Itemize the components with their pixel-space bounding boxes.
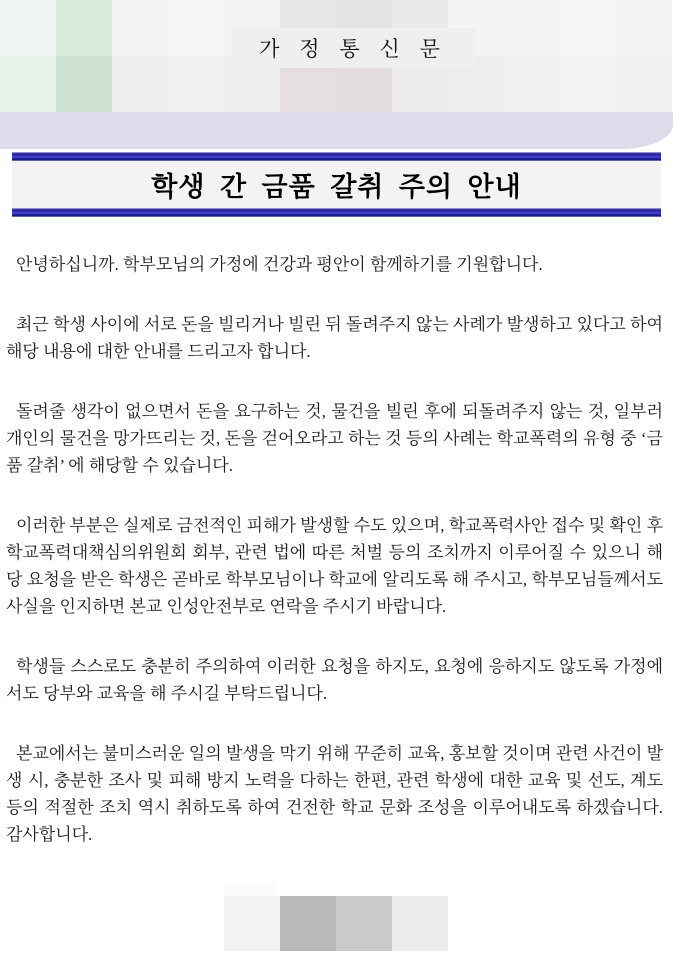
mosaic-cell xyxy=(504,56,560,112)
mosaic-cell xyxy=(56,56,112,112)
body-text xyxy=(6,217,663,881)
mosaic-cell xyxy=(616,56,672,112)
paragraph-extortion-types: 돌려줄 생각이 없으면서 돈을 요구하는 것, 물건을 빌린 후에 되돌려주지 않는 것, 일부러 개인의 물건을 망가뜨리는 것, 돈을 걷어오라고 하는 것 등의 사례는 학교폭력의 유형 중 ‘금품 갈취’ 에 해당할 수 있습니다. xyxy=(6,402,663,475)
footer-faint-block xyxy=(224,883,276,896)
mosaic-cell xyxy=(560,56,616,112)
footer-block xyxy=(280,896,336,951)
title-box xyxy=(12,152,661,217)
lavender-band xyxy=(0,112,673,149)
mosaic-cell xyxy=(56,0,112,56)
paragraph-consequences: 이러한 부분은 실제로 금전적인 피해가 발생할 수도 있으며, 학교폭력사안 접수 및 확인 후 학교폭력대책심의위원회 회부, 관련 법에 따른 처벌 등의 조치까지 이루어질 수 있으니 해당 요청을 받은 학생은 곧바로 학부모님이나 학교에 알리도록 해 주시고, 학부모님들께서도 사실을 인지하면 본교 인성안전부로 연락을 주시기 바랍니다. xyxy=(6,516,663,616)
page-title: 학생 간 금품 갈취 주의 안내 xyxy=(151,172,522,202)
title-inner xyxy=(12,161,661,208)
mosaic-cell xyxy=(560,0,616,56)
paragraph-greeting: 안녕하십니까. 학부모님의 가정에 건강과 평안이 함께하기를 기원합니다. xyxy=(16,255,543,274)
paragraph-recent-cases: 최근 학생 사이에 서로 돈을 빌리거나 빌린 뒤 돌려주지 않는 사례가 발생하고 있다고 하여 해당 내용에 대한 안내를 드리고자 합니다. xyxy=(6,315,663,361)
newsletter-label: 가 정 통 신 문 xyxy=(259,38,447,61)
newsletter-label-box xyxy=(231,28,475,68)
mosaic-cell xyxy=(0,56,56,112)
title-bottom-rule xyxy=(12,208,661,217)
paragraph-school-measures: 본교에서는 불미스러운 일의 발생을 막기 위해 꾸준히 교육, 홍보할 것이며 관련 사건이 발생 시, 충분한 조사 및 피해 방지 노력을 다하는 한편, 관련 학생에 대한 교육 및 선도, 계도 등의 적절한 조치 역시 취하도록 하여 건전한 학교 문화 조성을 이루어내도록 하겠습니다. 감사합니다. xyxy=(6,744,663,844)
footer-blocks xyxy=(224,896,448,951)
mosaic-cell xyxy=(504,0,560,56)
mosaic-cell xyxy=(112,0,168,56)
mosaic-cell xyxy=(168,56,224,112)
mosaic-cell xyxy=(0,0,56,56)
mosaic-cell xyxy=(168,0,224,56)
footer-block xyxy=(336,896,392,951)
title-top-rule xyxy=(12,152,661,161)
footer-block xyxy=(224,896,280,951)
footer-block xyxy=(392,896,448,951)
paragraph-student-caution: 학생들 스스로도 충분히 주의하여 이러한 요청을 하지도, 요청에 응하지도 않도록 가정에서도 당부와 교육을 해 주시길 부탁드립니다. xyxy=(6,657,663,703)
mosaic-cell xyxy=(616,0,672,56)
mosaic-cell xyxy=(112,56,168,112)
